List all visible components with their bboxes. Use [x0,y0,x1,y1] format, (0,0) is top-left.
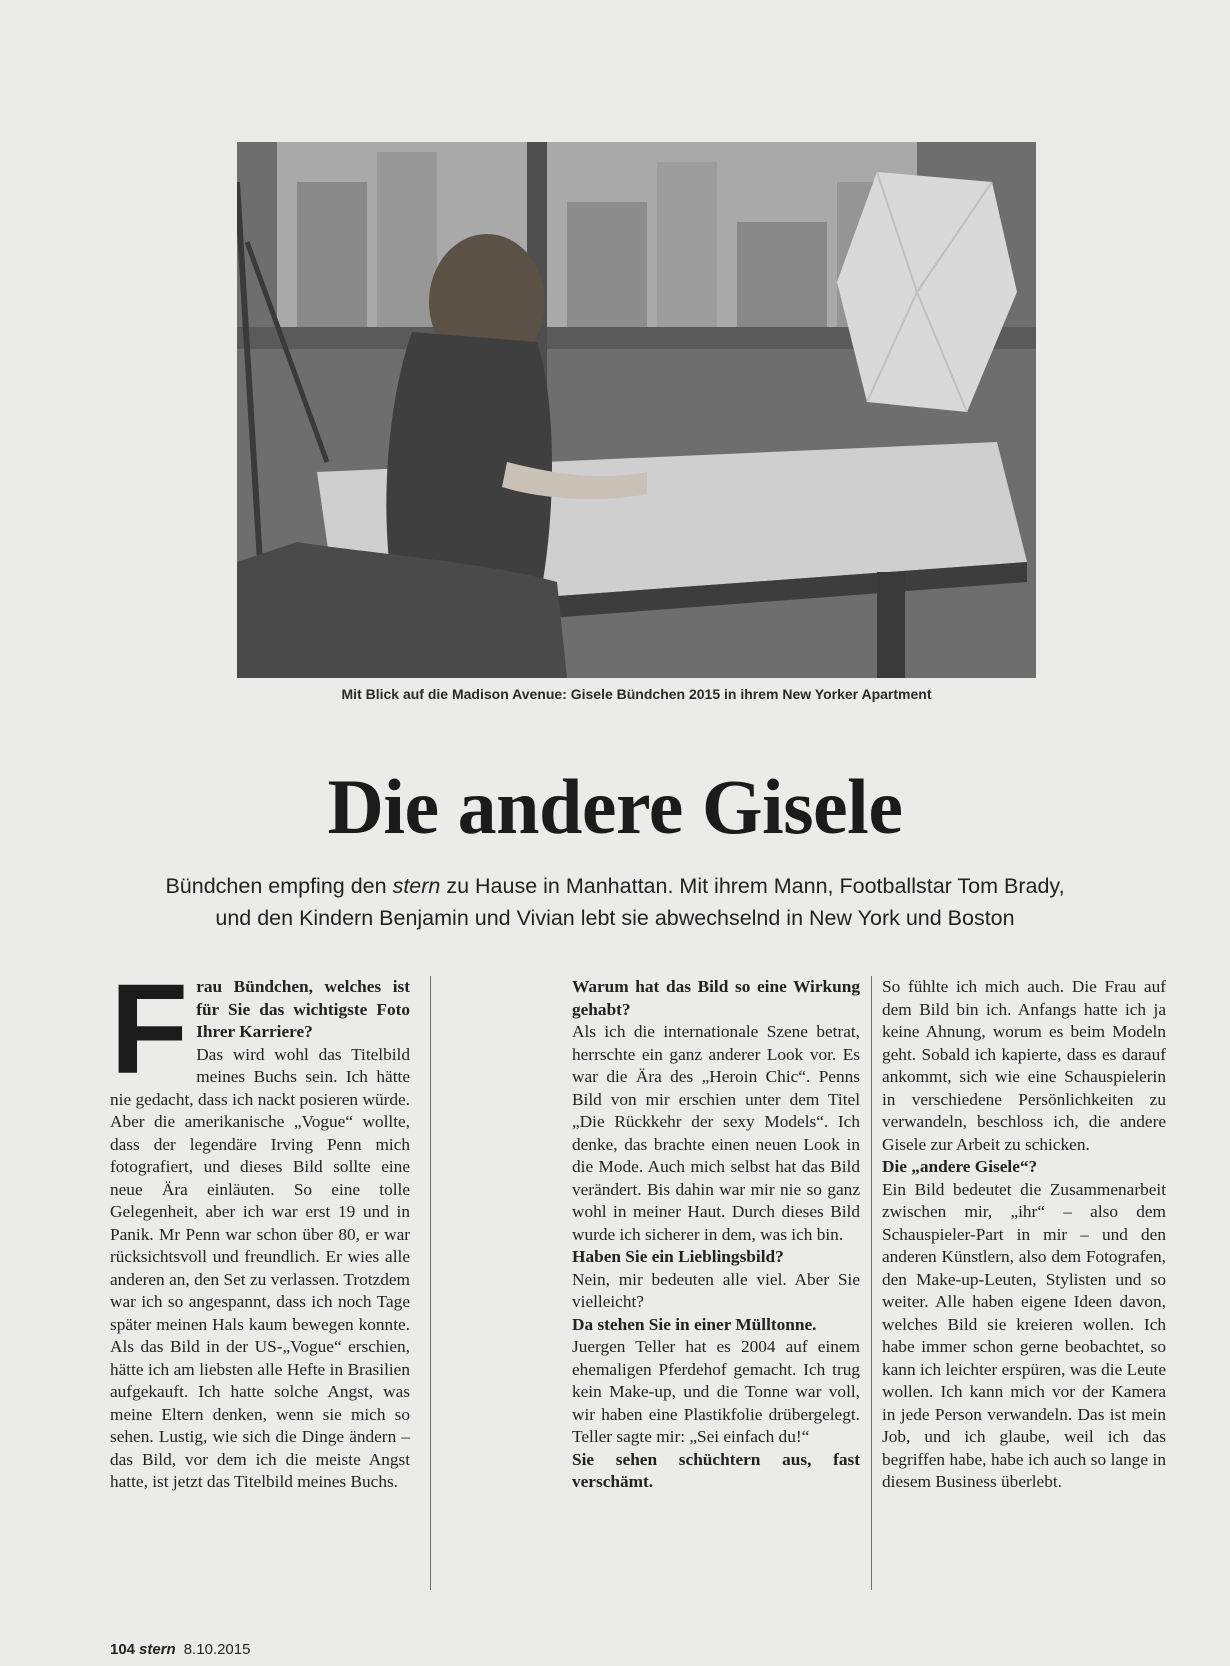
question-2: Warum hat das Bild so eine Wirkung gehabt? [572,977,860,1019]
article-column-1 [110,958,410,1494]
answer-6: Ein Bild bedeutet die Zusammenarbeit zwischen mir, „ihr“ – also dem Schauspieler-Part in mir – und den anderen Künstlern, also dem Fotografen, den Make-up-Leuten, Stylisten und so weiter. Alle haben eigene Ideen davon, welches Bild sie kreieren wollen. Ich habe immer schon gerne beobachtet, so kann ich leichter erspüren, was die Leute wollen. Ich kann mich vor der Kamera in jede Person verwandeln. Das ist mein Job, und ich glaube, weil ich das begriffen habe, habe ich auch so lange in diesem Business überlebt. [882,1179,1166,1491]
article-column-2 [572,976,860,1494]
answer-4: Juergen Teller hat es 2004 auf einem ehemaligen Pferdehof gemacht. Ich trug kein Make-up, und die Tonne war voll, wir haben eine Plastikfolie drübergelegt. Teller sagte mir: „Sei einfach du!“ [572,1337,860,1446]
column-divider-2 [871,976,872,1590]
answer-5: So fühlte ich mich auch. Die Frau auf dem Bild bin ich. Anfangs hatte ich ja keine Ahnung, worum es beim Modeln geht. Sobald ich kapierte, dass es darauf ankommt, sich wie eine Schauspielerin in verschiedene Persönlichkeiten zu verwandeln, beschloss ich, die andere Gisele zur Arbeit zu schicken. [882,977,1166,1154]
article-photo [237,142,1036,678]
page-number: 104 [110,1641,136,1658]
photo-caption: Mit Blick auf die Madison Avenue: Gisele Bündchen 2015 in ihrem New Yorker Apartment [341,686,932,702]
issue-date: 8.10.2015 [183,1641,251,1658]
headline: Die andere Gisele [327,763,903,850]
answer-2: Als ich die internationale Szene betrat, herrschte ein ganz anderer Look vor. Es war die Ära des „Heroin Chic“. Penns Bild von mir erschien unter dem Titel „Die Rückkehr der sexy Models“. Ich denke, das brachte einen neuen Look in die Mode. Auch mich selbst hat das Bild verändert. Bis dahin war mir nie so ganz wohl in meiner Haut. Durch dieses Bild wurde ich sicherer in dem, was ich bin. [572,1022,860,1244]
column-divider-1 [430,976,431,1590]
question-1: rau Bündchen, welches ist für Sie das wichtigste Foto Ihrer Karriere? [196,977,410,1041]
dek-text-start: Bündchen empfing den [165,874,393,898]
drop-cap: F [110,958,189,1101]
question-3: Haben Sie ein Lieblingsbild? [572,1247,784,1266]
question-6: Die „andere Gisele“? [882,1157,1038,1176]
question-4: Da stehen Sie in einer Mülltonne. [572,1314,817,1334]
dek-magazine-name: stern [392,874,441,898]
photo-illustration [237,142,1036,678]
article-column-3 [882,976,1166,1494]
footer-magazine-name: stern [139,1641,176,1658]
page-footer [110,1641,250,1658]
dek-text-end: zu Hause in Manhattan. Mit ihrem Mann, Footballstar Tom Brady, [440,874,1065,898]
dek-line-2: und den Kindern Benjamin und Vivian lebt sie abwechselnd in New York und Boston [215,906,1015,930]
answer-1: Das wird wohl das Titelbild meines Buchs sein. Ich hätte nie gedacht, dass ich nackt posieren würde. Aber die amerikanische „Vogue“ wollte, dass der legendäre Irving Penn mich fotografiert, und dieses Bild sollte eine neue Ära einläuten. So eine tolle Gelegenheit, aber ich war erst 19 und in Panik. Mr Penn war schon über 80, er war rücksichtsvoll und freundlich. Er wies alle anderen an, den Set zu verlassen. Trotzdem war ich so angespannt, dass ich noch Tage später meinen Hals kaum bewegen konnte. Als das Bild in der US-„Vogue“ erschien, hätte ich am liebsten alle Hefte in Brasilien aufgekauft. Ich hatte solche Angst, was meine Eltern denken, wenn sie mich so sehen. Lustig, wie sich die Dinge ändern – das Bild, vor dem ich die meiste Angst hatte, ist jetzt das Titelbild meines Buchs. [110,1044,410,1491]
question-5: Sie sehen schüchtern aus, fast verschämt. [572,1449,860,1491]
dek [100,870,1130,934]
answer-3: Nein, mir bedeuten alle viel. Aber Sie vielleicht? [572,1269,860,1311]
